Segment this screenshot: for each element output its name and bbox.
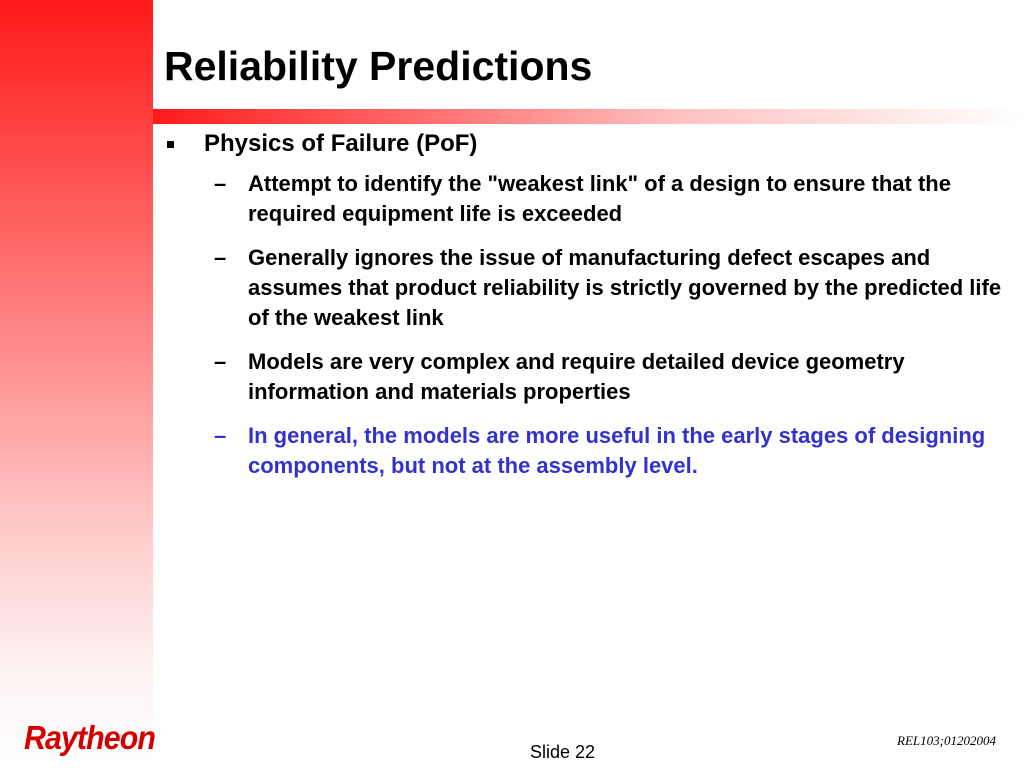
slide-number: Slide 22 [530,742,596,762]
sub-bullet-text: Generally ignores the issue of manufacturing defect escapes and assumes that product reliability is strictly governed by the predicted life of the weakest link [248,245,1002,330]
bullet-physics-of-failure [164,128,1004,159]
dash-bullet-icon: – [214,423,227,448]
sub-bullet-manufacturing-defects [164,243,1004,333]
bullet-label: Physics of Failure (PoF) [204,130,478,157]
dash-bullet-icon: – [214,245,227,270]
slide-title: Reliability Predictions [164,43,593,89]
title-underline-rule [153,109,1024,124]
square-bullet-icon [167,141,174,148]
left-gradient-band [0,0,153,768]
sub-bullet-list [164,169,1004,481]
raytheon-logo: Raytheon [24,719,155,756]
slide-content [164,128,1004,495]
sub-bullet-text: Attempt to identify the "weakest link" of a design to ensure that the required equipment life is exceeded [248,171,951,226]
sub-bullet-weakest-link [164,169,1004,229]
document-reference: REL103;01202004 [897,733,996,748]
sub-bullet-early-stages-highlight [164,421,1004,481]
sub-bullet-complex-models [164,347,1004,407]
dash-bullet-icon: – [214,171,227,196]
dash-bullet-icon: – [214,349,227,374]
sub-bullet-text: Models are very complex and require detailed device geometry information and materials properties [248,349,905,404]
sub-bullet-text: In general, the models are more useful in the early stages of designing components, but not at the assembly level. [248,423,986,478]
